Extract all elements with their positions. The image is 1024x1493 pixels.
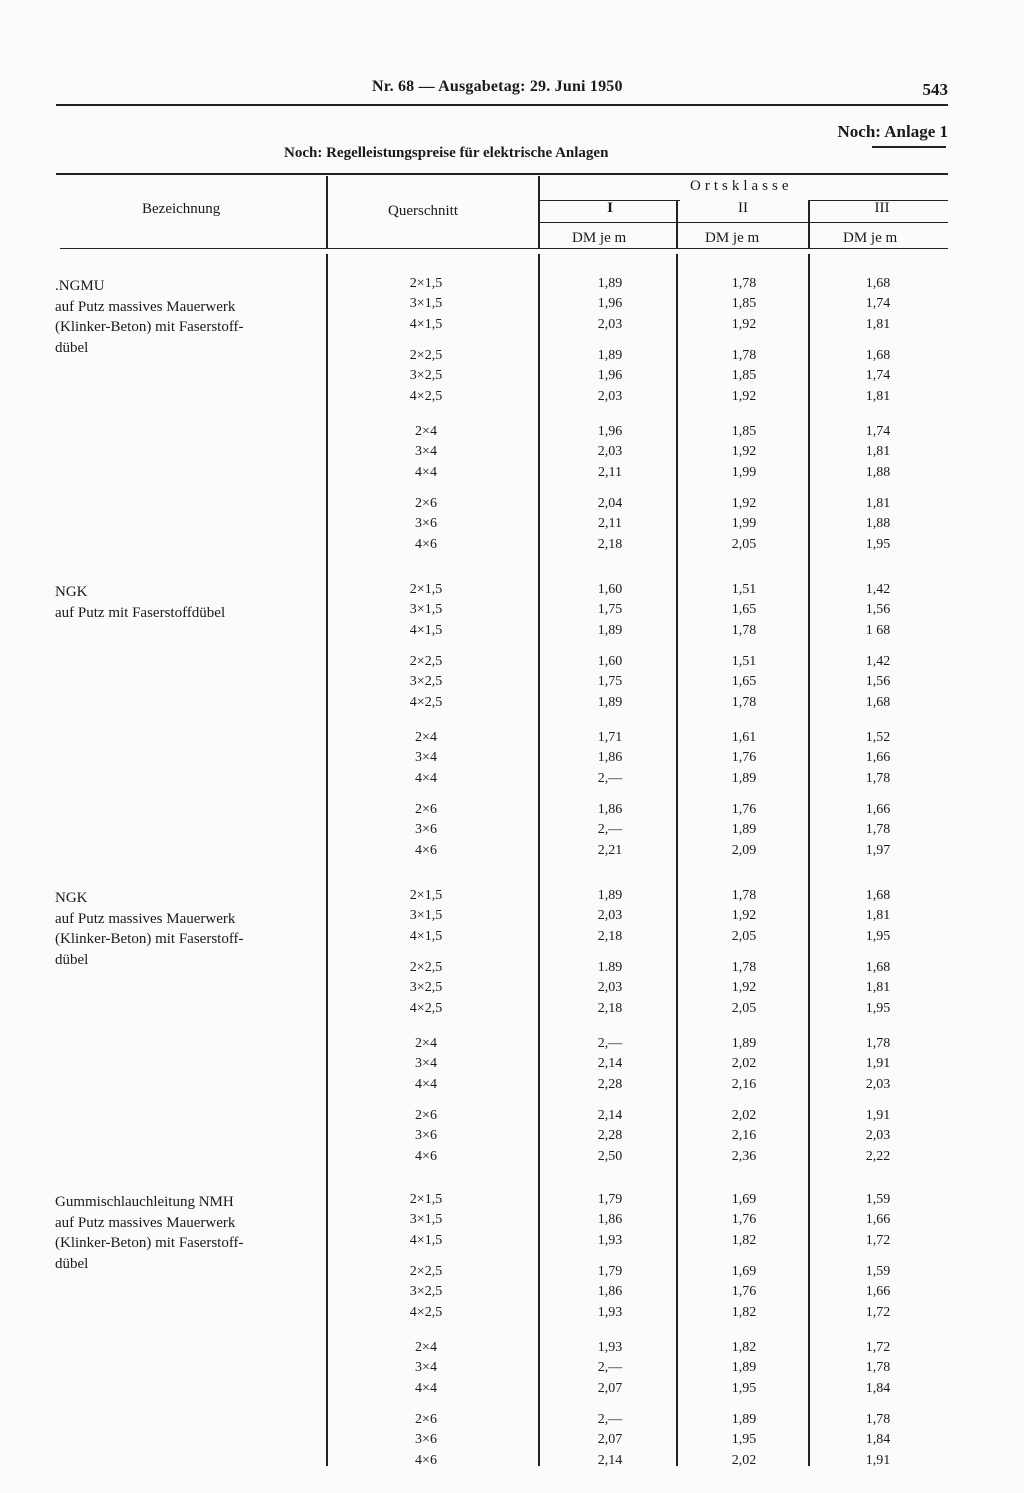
price-cell-class-3: 1,68 — [865, 276, 891, 291]
price-cell-class-1: 2,18 — [597, 1000, 623, 1016]
price-cell-class-1: 2,— — [597, 1036, 623, 1051]
col-header-class-2: II — [738, 200, 748, 216]
price-cell-class-3: 1,42 — [865, 582, 891, 597]
price-cell-class-3: 1,78 — [865, 1412, 891, 1427]
price-cell-class-3: 1,59 — [865, 1264, 891, 1279]
querschnitt-cell: 3×4 — [415, 1360, 437, 1376]
querschnitt-cell: 3×2,5 — [409, 674, 443, 690]
price-cell-class-1: 2,07 — [597, 1380, 623, 1396]
price-cell-class-2: 1,99 — [731, 464, 757, 480]
querschnitt-cell: 3×1,5 — [409, 602, 443, 618]
querschnitt-cell: 4×1,5 — [409, 1232, 443, 1248]
querschnitt-cell: 2×4 — [415, 730, 437, 745]
price-cell-class-2: 2,09 — [731, 842, 757, 858]
querschnitt-cell: 4×4 — [415, 1380, 437, 1396]
price-cell-class-2: 2,16 — [731, 1076, 757, 1092]
price-cell-class-3: 1,81 — [865, 444, 891, 460]
price-cell-class-2: 1,78 — [731, 622, 757, 638]
price-cell-class-1: 2,50 — [597, 1148, 623, 1164]
price-cell-class-2: 1,51 — [731, 654, 757, 669]
price-cell-class-3: 1,42 — [865, 654, 891, 669]
unit-class-2: DM je m — [705, 230, 760, 246]
price-cell-class-3: 1 68 — [865, 622, 891, 638]
price-cell-class-2: 1,85 — [731, 424, 757, 439]
price-cell-class-2: 1,78 — [731, 276, 757, 291]
price-cell-class-2: 2,36 — [731, 1148, 757, 1164]
price-cell-class-3: 2,03 — [865, 1076, 891, 1092]
price-cell-class-3: 2,22 — [865, 1148, 891, 1164]
querschnitt-cell: 4×1,5 — [409, 316, 443, 332]
price-cell-class-1: 1,60 — [597, 654, 623, 669]
price-cell-class-1: 2,03 — [597, 980, 623, 996]
price-cell-class-3: 1,72 — [865, 1304, 891, 1320]
price-cell-class-3: 1,84 — [865, 1432, 891, 1448]
querschnitt-cell: 4×6 — [415, 536, 437, 552]
vline-body-3 — [676, 254, 678, 1466]
price-cell-class-2: 1,85 — [731, 296, 757, 312]
header-rule — [56, 104, 948, 106]
querschnitt-cell: 4×1,5 — [409, 928, 443, 944]
querschnitt-cell: 3×6 — [415, 1432, 437, 1448]
price-cell-class-1: 1,96 — [597, 296, 623, 312]
price-cell-class-2: 1,61 — [731, 730, 757, 745]
price-cell-class-3: 1,56 — [865, 602, 891, 618]
price-cell-class-3: 1,72 — [865, 1232, 891, 1248]
querschnitt-cell: 2×2,5 — [409, 1264, 443, 1279]
price-cell-class-1: 2,— — [597, 1360, 623, 1376]
col-header-ortsklasse: Ortsklasse — [690, 178, 793, 194]
price-cell-class-3: 1,74 — [865, 296, 891, 312]
price-cell-class-2: 1,92 — [731, 388, 757, 404]
price-cell-class-2: 1,89 — [731, 1412, 757, 1427]
price-cell-class-2: 2,05 — [731, 1000, 757, 1016]
price-cell-class-1: 1,86 — [597, 802, 623, 817]
querschnitt-cell: 4×4 — [415, 770, 437, 786]
price-cell-class-1: 1,75 — [597, 602, 623, 618]
price-cell-class-2: 2,05 — [731, 928, 757, 944]
price-cell-class-3: 1,68 — [865, 348, 891, 363]
price-cell-class-3: 1,66 — [865, 802, 891, 817]
price-cell-class-1: 1,89 — [597, 276, 623, 291]
price-cell-class-2: 1,95 — [731, 1380, 757, 1396]
price-cell-class-3: 1,97 — [865, 842, 891, 858]
unit-class-1: DM je m — [572, 230, 627, 246]
querschnitt-cell: 3×1,5 — [409, 296, 443, 312]
price-cell-class-2: 1,85 — [731, 368, 757, 384]
querschnitt-cell: 2×1,5 — [409, 276, 443, 291]
price-cell-class-1: 1,89 — [597, 348, 623, 363]
price-cell-class-1: 2,28 — [597, 1128, 623, 1144]
price-cell-class-3: 1,78 — [865, 770, 891, 786]
col-header-class-1: I — [607, 200, 613, 216]
price-cell-class-2: 1,69 — [731, 1264, 757, 1279]
price-cell-class-2: 1,82 — [731, 1304, 757, 1320]
price-cell-class-1: 1,79 — [597, 1192, 623, 1207]
price-cell-class-3: 1,66 — [865, 1212, 891, 1228]
querschnitt-cell: 3×2,5 — [409, 980, 443, 996]
vline-header-4 — [808, 200, 810, 248]
page-number: 543 — [922, 80, 948, 99]
querschnitt-cell: 4×6 — [415, 842, 437, 858]
price-cell-class-1: 2,14 — [597, 1452, 623, 1468]
querschnitt-cell: 3×2,5 — [409, 368, 443, 384]
col-header-class-3: III — [874, 200, 890, 216]
price-cell-class-2: 1,78 — [731, 694, 757, 710]
price-cell-class-1: 1,75 — [597, 674, 623, 690]
price-cell-class-3: 2,03 — [865, 1128, 891, 1144]
price-cell-class-1: 2,11 — [598, 464, 622, 480]
price-cell-class-3: 1,78 — [865, 1036, 891, 1051]
price-cell-class-2: 2,05 — [731, 536, 757, 552]
price-cell-class-1: 2,21 — [597, 842, 623, 858]
unit-class-3: DM je m — [843, 230, 898, 246]
price-cell-class-3: 1,68 — [865, 694, 891, 710]
price-cell-class-1: 1,89 — [597, 888, 623, 903]
price-cell-class-1: 1.89 — [597, 960, 623, 975]
querschnitt-cell: 3×4 — [415, 1056, 437, 1072]
price-cell-class-3: 1,91 — [865, 1108, 891, 1123]
price-cell-class-3: 1,88 — [865, 464, 891, 480]
header-bottom-rule — [60, 248, 948, 249]
querschnitt-cell: 4×4 — [415, 1076, 437, 1092]
querschnitt-cell: 2×6 — [415, 496, 437, 511]
price-cell-class-3: 1,72 — [865, 1340, 891, 1355]
querschnitt-cell: 3×1,5 — [409, 1212, 443, 1228]
price-cell-class-1: 2,— — [597, 1412, 623, 1427]
vline-body-4 — [808, 254, 810, 1466]
price-cell-class-2: 1,76 — [731, 1284, 757, 1300]
price-cell-class-3: 1,91 — [865, 1056, 891, 1072]
price-cell-class-1: 1,89 — [597, 694, 623, 710]
price-cell-class-3: 1,95 — [865, 928, 891, 944]
vline-header-1 — [326, 176, 328, 248]
price-cell-class-2: 1,89 — [731, 1360, 757, 1376]
price-cell-class-3: 1,81 — [865, 316, 891, 332]
price-cell-class-2: 1,65 — [731, 602, 757, 618]
querschnitt-cell: 3×6 — [415, 516, 437, 532]
querschnitt-cell: 2×2,5 — [409, 654, 443, 669]
class-header-rule — [540, 222, 948, 223]
price-cell-class-2: 1,99 — [731, 516, 757, 532]
price-cell-class-2: 1,69 — [731, 1192, 757, 1207]
querschnitt-cell: 4×2,5 — [409, 694, 443, 710]
querschnitt-cell: 3×6 — [415, 1128, 437, 1144]
price-cell-class-3: 1,81 — [865, 908, 891, 924]
price-cell-class-1: 2,14 — [597, 1056, 623, 1072]
price-cell-class-2: 1,92 — [731, 444, 757, 460]
querschnitt-cell: 3×2,5 — [409, 1284, 443, 1300]
price-cell-class-2: 1,76 — [731, 802, 757, 817]
querschnitt-cell: 4×6 — [415, 1148, 437, 1164]
price-cell-class-3: 1,74 — [865, 424, 891, 439]
price-cell-class-2: 1,89 — [731, 1036, 757, 1051]
vline-body-1 — [326, 254, 328, 1466]
anlage-underline — [872, 146, 946, 148]
price-cell-class-3: 1,88 — [865, 516, 891, 532]
querschnitt-cell: 4×2,5 — [409, 388, 443, 404]
price-cell-class-2: 1,78 — [731, 960, 757, 975]
price-cell-class-1: 2,18 — [597, 928, 623, 944]
section-label: .NGMU auf Putz massives Mauerwerk (Klinker-Beton) mit Faserstoff- dübel — [55, 278, 244, 356]
price-cell-class-3: 1,84 — [865, 1380, 891, 1396]
price-cell-class-1: 1,93 — [597, 1304, 623, 1320]
price-cell-class-2: 1,82 — [731, 1232, 757, 1248]
price-cell-class-1: 2,04 — [597, 496, 623, 511]
querschnitt-cell: 3×4 — [415, 750, 437, 766]
querschnitt-cell: 2×6 — [415, 802, 437, 817]
querschnitt-cell: 2×4 — [415, 424, 437, 439]
querschnitt-cell: 3×4 — [415, 444, 437, 460]
price-cell-class-2: 1,78 — [731, 348, 757, 363]
col-header-querschnitt: Querschnitt — [388, 203, 458, 219]
vline-body-2 — [538, 254, 540, 1466]
price-cell-class-3: 1,68 — [865, 888, 891, 903]
price-cell-class-2: 2,02 — [731, 1452, 757, 1468]
price-cell-class-2: 1,92 — [731, 908, 757, 924]
querschnitt-cell: 2×6 — [415, 1108, 437, 1123]
price-cell-class-3: 1,78 — [865, 1360, 891, 1376]
querschnitt-cell: 3×6 — [415, 822, 437, 838]
querschnitt-cell: 2×4 — [415, 1036, 437, 1051]
price-cell-class-3: 1,52 — [865, 730, 891, 745]
price-cell-class-1: 1,86 — [597, 750, 623, 766]
price-cell-class-3: 1,91 — [865, 1452, 891, 1468]
querschnitt-cell: 2×1,5 — [409, 582, 443, 597]
price-cell-class-1: 1,96 — [597, 368, 623, 384]
price-cell-class-1: 2,— — [597, 770, 623, 786]
price-cell-class-2: 1,92 — [731, 980, 757, 996]
querschnitt-cell: 2×1,5 — [409, 888, 443, 903]
price-cell-class-2: 1,78 — [731, 888, 757, 903]
price-cell-class-3: 1,66 — [865, 750, 891, 766]
vline-header-2 — [538, 176, 540, 248]
price-cell-class-1: 1,71 — [597, 730, 623, 745]
price-cell-class-1: 1,89 — [597, 622, 623, 638]
price-cell-class-3: 1,78 — [865, 822, 891, 838]
section-label: NGK auf Putz mit Faserstoffdübel — [55, 584, 226, 621]
issue-title: Nr. 68 — Ausgabetag: 29. Juni 1950 — [372, 78, 623, 95]
price-cell-class-3: 1,81 — [865, 496, 891, 511]
price-cell-class-3: 1,81 — [865, 388, 891, 404]
price-cell-class-1: 1,86 — [597, 1284, 623, 1300]
price-cell-class-1: 2,18 — [597, 536, 623, 552]
price-cell-class-2: 2,02 — [731, 1108, 757, 1123]
price-cell-class-3: 1,81 — [865, 980, 891, 996]
querschnitt-cell: 2×1,5 — [409, 1192, 443, 1207]
page-header — [0, 78, 1024, 102]
price-cell-class-1: 1,93 — [597, 1340, 623, 1355]
price-cell-class-1: 1,96 — [597, 424, 623, 439]
querschnitt-cell: 3×1,5 — [409, 908, 443, 924]
price-cell-class-1: 1,79 — [597, 1264, 623, 1279]
section-label: Gummischlauchleitung NMH auf Putz massives Mauerwerk (Klinker-Beton) mit Faserstoff- dübel — [55, 1194, 244, 1272]
price-cell-class-1: 1,93 — [597, 1232, 623, 1248]
price-cell-class-2: 2,02 — [731, 1056, 757, 1072]
querschnitt-cell: 2×6 — [415, 1412, 437, 1427]
price-cell-class-1: 1,60 — [597, 582, 623, 597]
price-cell-class-3: 1,68 — [865, 960, 891, 975]
price-cell-class-2: 1,92 — [731, 316, 757, 332]
price-cell-class-3: 1,56 — [865, 674, 891, 690]
price-cell-class-2: 1,76 — [731, 1212, 757, 1228]
querschnitt-cell: 4×6 — [415, 1452, 437, 1468]
anlage-label: Noch: Anlage 1 — [837, 122, 948, 141]
table-top-rule — [56, 173, 948, 175]
price-cell-class-1: 1,86 — [597, 1212, 623, 1228]
price-cell-class-2: 2,16 — [731, 1128, 757, 1144]
querschnitt-cell: 4×4 — [415, 464, 437, 480]
querschnitt-cell: 2×2,5 — [409, 960, 443, 975]
section-label: NGK auf Putz massives Mauerwerk (Klinker-Beton) mit Faserstoff- dübel — [55, 890, 244, 968]
price-cell-class-1: 2,03 — [597, 388, 623, 404]
price-cell-class-2: 1,95 — [731, 1432, 757, 1448]
price-cell-class-1: 2,— — [597, 822, 623, 838]
price-cell-class-2: 1,76 — [731, 750, 757, 766]
price-cell-class-3: 1,74 — [865, 368, 891, 384]
price-cell-class-2: 1,82 — [731, 1340, 757, 1355]
price-cell-class-1: 2,03 — [597, 908, 623, 924]
price-cell-class-3: 1,95 — [865, 536, 891, 552]
price-cell-class-1: 2,03 — [597, 316, 623, 332]
price-cell-class-2: 1,89 — [731, 822, 757, 838]
price-cell-class-1: 2,11 — [598, 516, 622, 532]
price-cell-class-1: 2,14 — [597, 1108, 623, 1123]
querschnitt-cell: 4×2,5 — [409, 1304, 443, 1320]
price-cell-class-2: 1,89 — [731, 770, 757, 786]
col-header-bezeichnung: Bezeichnung — [142, 201, 221, 217]
querschnitt-cell: 4×1,5 — [409, 622, 443, 638]
price-cell-class-1: 2,07 — [597, 1432, 623, 1448]
price-cell-class-3: 1,59 — [865, 1192, 891, 1207]
price-cell-class-2: 1,51 — [731, 582, 757, 597]
querschnitt-cell: 2×2,5 — [409, 348, 443, 363]
price-cell-class-3: 1,95 — [865, 1000, 891, 1016]
price-cell-class-1: 2,03 — [597, 444, 623, 460]
price-cell-class-2: 1,92 — [731, 496, 757, 511]
vline-header-3 — [676, 200, 678, 248]
querschnitt-cell: 2×4 — [415, 1340, 437, 1355]
table-title: Noch: Regelleistungspreise für elektrische Anlagen — [284, 145, 609, 161]
querschnitt-cell: 4×2,5 — [409, 1000, 443, 1016]
price-cell-class-3: 1,66 — [865, 1284, 891, 1300]
price-cell-class-2: 1,65 — [731, 674, 757, 690]
price-cell-class-1: 2,28 — [597, 1076, 623, 1092]
